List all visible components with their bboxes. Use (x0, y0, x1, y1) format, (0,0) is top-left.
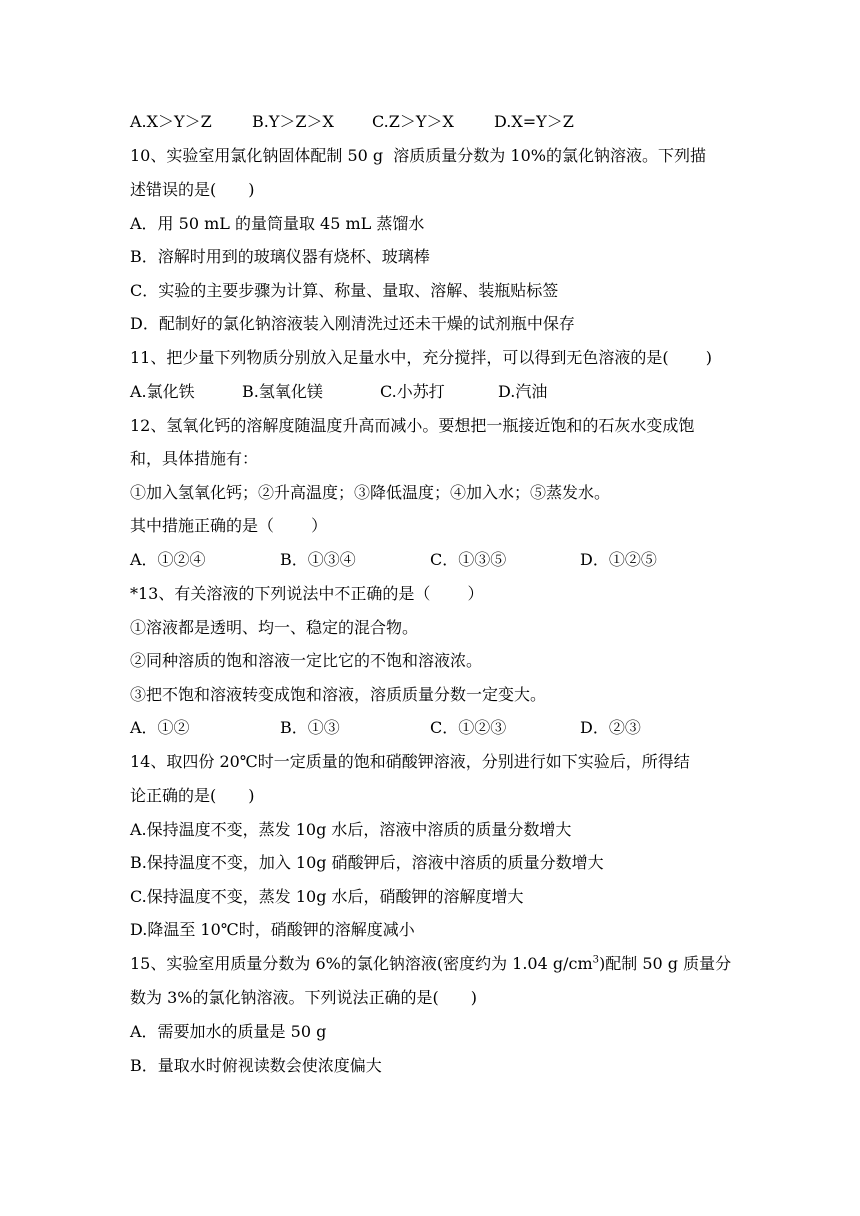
q10-option-a: A．用 50 mL 的量筒量取 45 mL 蒸馏水 (130, 214, 425, 233)
q9-option-c: C.Z＞Y＞X (372, 112, 454, 131)
q13-statement-1: ①溶液都是透明、均一、稳定的混合物。 (130, 618, 419, 637)
q14-stem-line1: 14、取四份 20℃时一定质量的饱和硝酸钾溶液，分别进行如下实验后，所得结 (130, 752, 690, 771)
q11-stem: 11、把少量下列物质分别放入足量水中，充分搅拌，可以得到无色溶液的是( ) (130, 348, 712, 367)
q11-option-a: A.氯化铁 (130, 382, 195, 401)
q12-option-c: C．①③⑤ (430, 550, 507, 569)
q15-option-b: B．量取水时俯视读数会使浓度偏大 (130, 1056, 382, 1075)
q10-stem-line2: 述错误的是( ) (130, 180, 255, 199)
q11-option-b: B.氢氧化镁 (242, 382, 323, 401)
q9-option-b: B.Y＞Z＞X (252, 112, 334, 131)
q13-option-d: D．②③ (580, 718, 641, 737)
q15-stem-line2: 数为 3%的氯化钠溶液。下列说法正确的是( ) (130, 988, 477, 1007)
q10-stem-line1: 10、实验室用氯化钠固体配制 50 g 溶质质量分数为 10%的氯化钠溶液。下列描 (130, 146, 706, 165)
q14-option-d: D.降温至 10℃时，硝酸钾的溶解度减小 (130, 920, 415, 939)
q13-option-c: C．①②③ (430, 718, 507, 737)
q13-stem: *13、有关溶液的下列说法中不正确的是（ ） (130, 584, 484, 603)
q15-stem-superscript: 3 (592, 954, 600, 966)
q15-stem-line1-part-a: 15、实验室用质量分数为 6%的氯化钠溶液(密度约为 1.04 g/cm (130, 954, 593, 973)
q15-stem-line1-part-b: )配制 50 g 质量分 (599, 954, 732, 973)
q12-measures: ①加入氢氧化钙；②升高温度；③降低温度；④加入水；⑤蒸发水。 (130, 483, 611, 502)
q12-stem-line1: 12、氢氧化钙的溶解度随温度升高而减小。要想把一瓶接近饱和的石灰水变成饱 (130, 416, 695, 435)
q15-option-a: A．需要加水的质量是 50 g (130, 1022, 327, 1041)
q14-option-b: B.保持温度不变，加入 10g 硝酸钾后，溶液中溶质的质量分数增大 (130, 853, 604, 872)
q12-question: 其中措施正确的是（ ） (130, 516, 328, 535)
q9-option-d: D.X=Y＞Z (494, 112, 574, 131)
q10-option-b: B．溶解时用到的玻璃仪器有烧杯、玻璃棒 (130, 247, 430, 266)
q11-option-c: C.小苏打 (380, 382, 445, 401)
q10-option-d: D．配制好的氯化钠溶液装入刚清洗过还未干燥的试剂瓶中保存 (130, 314, 575, 333)
q11-option-d: D.汽油 (498, 382, 548, 401)
q12-option-d: D．①②⑤ (580, 550, 657, 569)
q14-option-a: A.保持温度不变，蒸发 10g 水后，溶液中溶质的质量分数增大 (130, 820, 572, 839)
q12-option-a: A．①②④ (130, 550, 206, 569)
q9-option-a: A.X＞Y＞Z (130, 112, 212, 131)
q13-statement-2: ②同种溶质的饱和溶液一定比它的不饱和溶液浓。 (130, 651, 483, 670)
q12-option-b: B．①③④ (280, 550, 356, 569)
q12-stem-line2: 和，具体措施有： (130, 449, 259, 468)
q14-stem-line2: 论正确的是( ) (130, 786, 255, 805)
q10-option-c: C．实验的主要步骤为计算、称量、量取、溶解、装瓶贴标签 (130, 281, 559, 300)
q13-statement-3: ③把不饱和溶液转变成饱和溶液，溶质质量分数一定变大。 (130, 685, 547, 704)
q13-option-a: A．①② (130, 718, 190, 737)
q13-option-b: B．①③ (280, 718, 340, 737)
q15-stem-line1 (130, 954, 731, 974)
q14-option-c: C.保持温度不变，蒸发 10g 水后，硝酸钾的溶解度增大 (130, 887, 524, 906)
